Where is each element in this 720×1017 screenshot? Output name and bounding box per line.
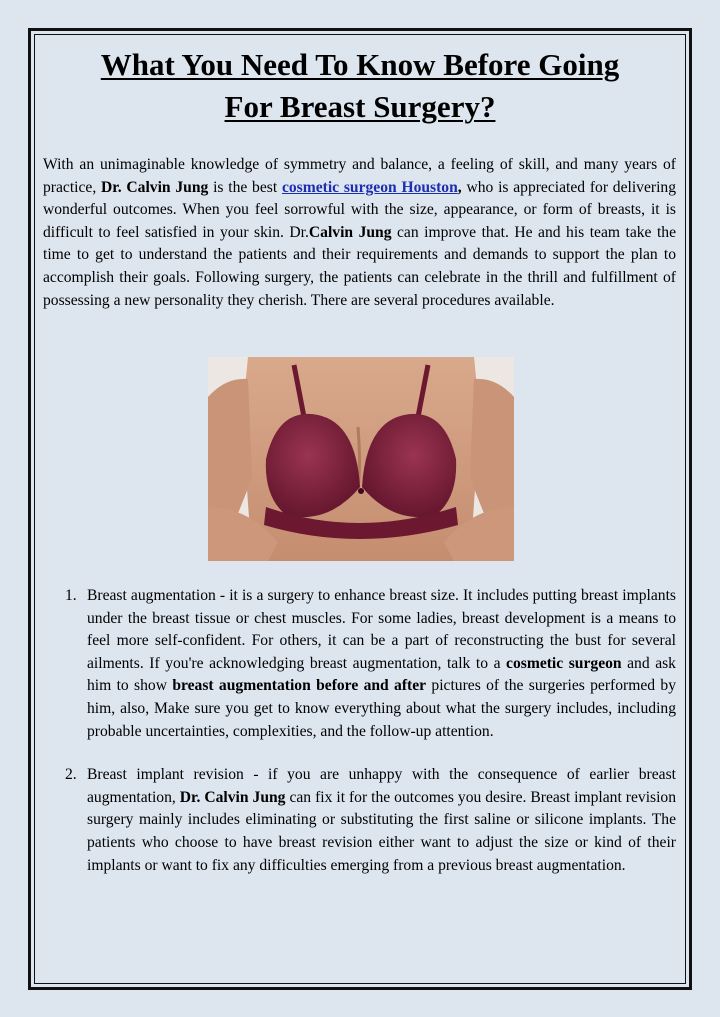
intro-text-2: is the best: [208, 178, 282, 196]
intro-text-3: who is appreciated for delivering wonderful outcomes. When you feel sorrowful with the size, appearance, or form of breasts, it is difficult to feel satisfied in your skin. Dr.: [43, 178, 677, 241]
item-text: Breast implant revision - if you are unhappy with the consequence of earlier breast augmentation,: [87, 766, 676, 806]
intro-text-1: With an unimaginable knowledge of symmetry and balance, a feeling of skill, and many years of practice,: [43, 156, 676, 196]
doctor-name-bold: Dr. Calvin Jung: [179, 788, 286, 806]
cosmetic-surgeon-houston-link[interactable]: cosmetic surgeon Houston: [281, 178, 458, 196]
doctor-name-bold: Dr. Calvin Jung: [101, 178, 209, 196]
procedure-list: [43, 585, 676, 877]
breast-photo: [208, 357, 514, 561]
intro-text-4: can improve that. He and his team take the time to get to understand the patients and their requirements and demands to support the plan to accomplish their goals. Following surgery, the patients can celebrate in the thrill and fulfillment of possessing a new personality they cherish. There are several procedures available.: [43, 223, 676, 309]
page-title: [40, 44, 680, 128]
breast-photo-illustration: [208, 357, 514, 561]
title-line-1: What You Need To Know Before Going: [100, 47, 620, 82]
list-item: [43, 764, 676, 877]
cosmetic-surgeon-bold: cosmetic surgeon: [506, 654, 622, 672]
before-after-bold: breast augmentation before and after: [172, 677, 427, 695]
list-item: [43, 585, 676, 743]
intro-comma: ,: [457, 178, 462, 196]
item-text: and ask him to show: [87, 654, 676, 695]
list-number: 1.: [65, 587, 77, 604]
list-number: 2.: [65, 766, 77, 784]
item-text: can fix it for the outcomes you desire. Breast implant revision surgery mainly includes eliminating or substituting the first saline or silicone implants. The patients who choose to have breast revision either want to adjust the size or kind of their implants or want to fix any difficulties emerging from a previous breast augmentation.: [87, 788, 677, 874]
doctor-surname-bold: Calvin Jung: [308, 223, 392, 241]
item-text: pictures of the surgeries performed by him, also, Make sure you get to know everything about what the surgery includes, including probable uncertainties, complexities, and the follow-up attention.: [87, 677, 677, 740]
intro-paragraph: [43, 154, 676, 312]
item-text: Breast augmentation - it is a surgery to enhance breast size. It includes putting breast implants under the breast tissue or chest muscles. For some ladies, breast development is a means to feel more self-confident. For others, it can be a part of reconstructing the bust for several ailments. If you're acknowledging breast augmentation, talk to a: [87, 587, 676, 672]
title-line-2: For Breast Surgery?: [224, 89, 496, 124]
